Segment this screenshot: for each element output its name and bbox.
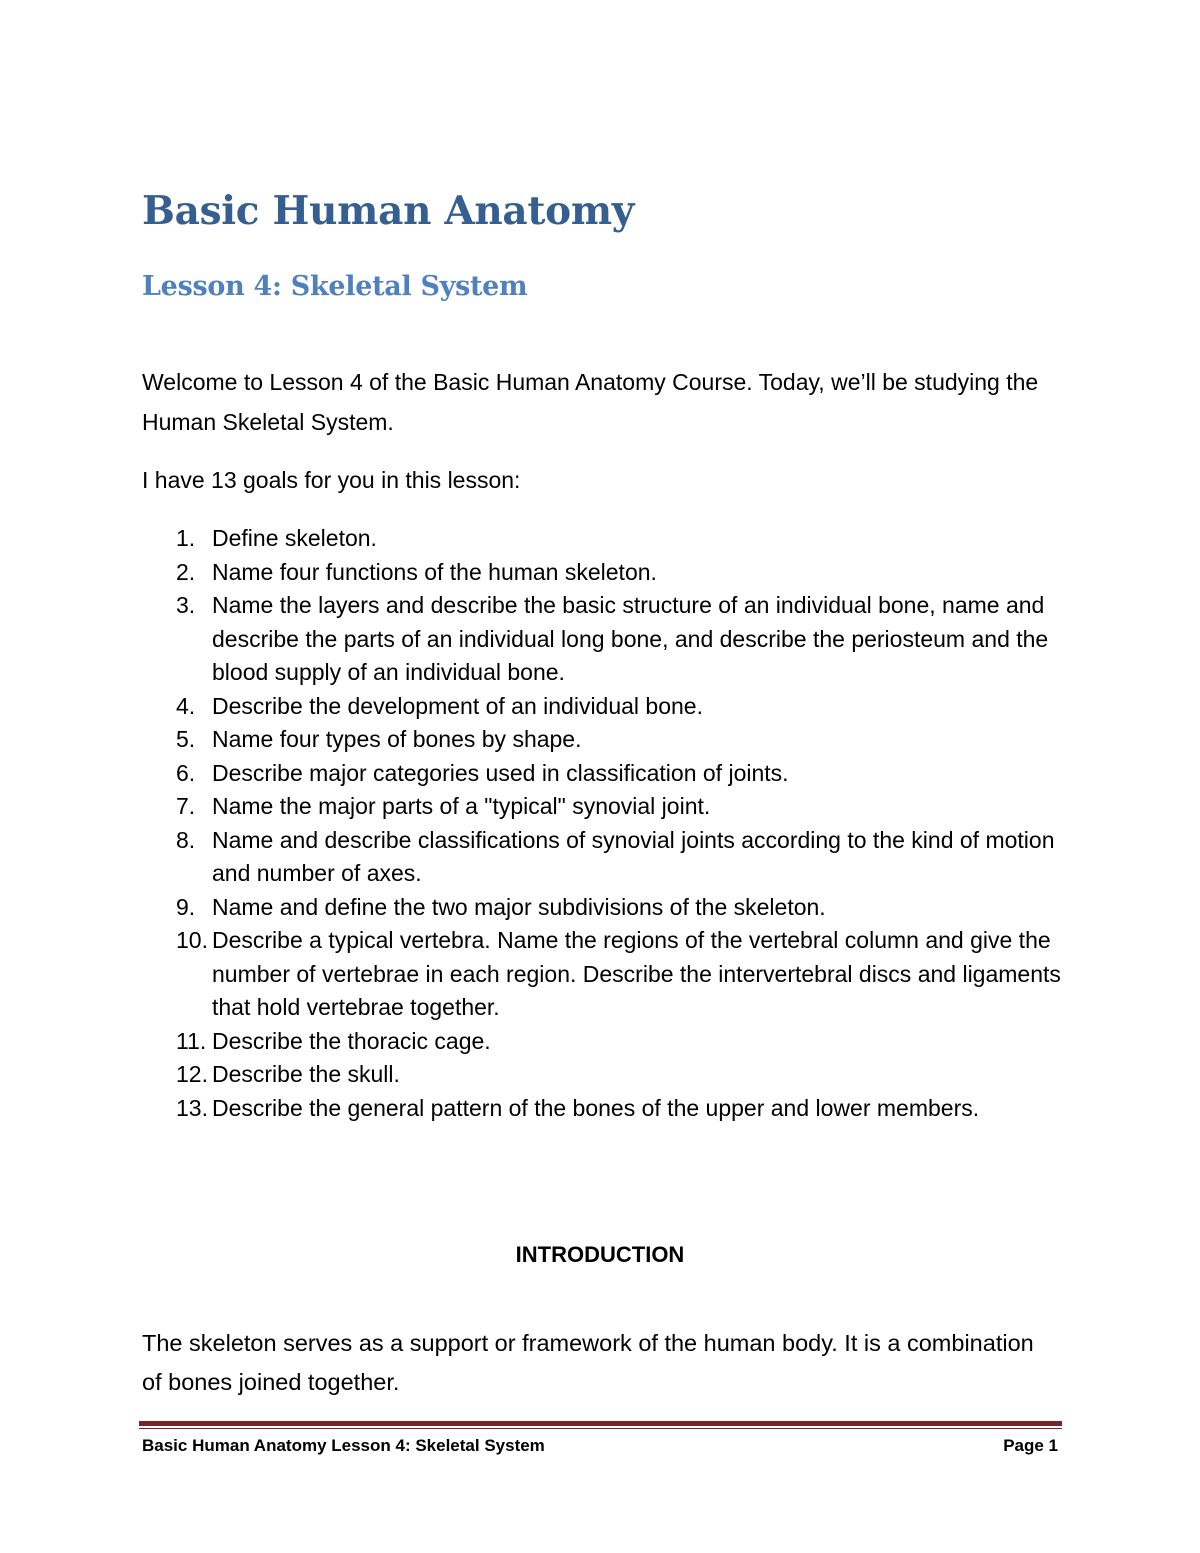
goal-item (142, 522, 1062, 556)
goal-item (142, 556, 1062, 590)
goal-text: Name the layers and describe the basic structure of an individual bone, name and describe the parts of an individual long bone, and describe the periosteum and the blood supply of an individual bone. (212, 592, 1049, 685)
goal-number: 5. (176, 726, 196, 752)
lesson-subtitle: Lesson 4: Skeletal System (142, 271, 528, 302)
page-title: Basic Human Anatomy (142, 188, 635, 234)
introduction-paragraph: The skeleton serves as a support or framework of the human body. It is a combination of bones joined together. (142, 1330, 1034, 1395)
goal-number: 12. (176, 1061, 208, 1087)
goal-item (142, 790, 1062, 824)
introduction-heading: INTRODUCTION (515, 1242, 685, 1267)
goal-item (142, 690, 1062, 724)
goal-number: 11. (176, 1027, 207, 1054)
goal-number: 13. (176, 1094, 208, 1121)
goal-item (142, 891, 1062, 925)
goal-number: 2. (176, 558, 196, 585)
goals-list (142, 522, 1062, 1125)
goal-number: 3. (176, 592, 196, 618)
goal-text: Name and define the two major subdivisions of the skeleton. (212, 893, 826, 920)
goals-intro: I have 13 goals for you in this lesson: (142, 467, 521, 493)
goal-item (142, 924, 1062, 1025)
goal-item (142, 589, 1062, 690)
goal-item (142, 757, 1062, 791)
goal-text: Name four functions of the human skeleton. (212, 558, 657, 585)
goal-text: Describe the skull. (212, 1061, 400, 1087)
goal-text: Describe the general pattern of the bones of the upper and lower members. (212, 1094, 980, 1121)
goal-text: Name and describe classifications of synovial joints according to the kind of motion and number of axes. (212, 826, 1055, 886)
page-number: Page 1 (1003, 1436, 1058, 1455)
goal-text: Define skeleton. (212, 525, 377, 551)
goal-text: Describe major categories used in classification of joints. (212, 759, 789, 786)
welcome-paragraph: Welcome to Lesson 4 of the Basic Human Anatomy Course. Today, we’ll be studying the Human Skeletal System. (142, 369, 1039, 435)
goal-item (142, 723, 1062, 757)
goal-item (142, 1092, 1062, 1126)
goal-text: Describe the thoracic cage. (212, 1027, 491, 1054)
footer-title: Basic Human Anatomy Lesson 4: Skeletal System (142, 1436, 545, 1455)
footer-divider-thin (139, 1428, 1062, 1429)
goal-text: Name the major parts of a "typical" synovial joint. (212, 793, 711, 819)
goal-number: 4. (176, 692, 196, 719)
goal-text: Name four types of bones by shape. (212, 726, 582, 752)
goal-text: Describe a typical vertebra. Name the regions of the vertebral column and give the number of vertebrae in each region. Describe the intervertebral discs and ligaments that hold vertebrae together. (212, 927, 1061, 1020)
goal-item (142, 1058, 1062, 1092)
goal-number: 10. (176, 927, 208, 953)
goal-number: 7. (176, 793, 196, 819)
footer-divider (139, 1421, 1062, 1426)
goal-item (142, 824, 1062, 891)
goal-text: Describe the development of an individual bone. (212, 692, 703, 719)
goal-item (142, 1025, 1062, 1059)
goal-number: 8. (176, 826, 196, 853)
goal-number: 1. (176, 525, 196, 551)
goal-number: 6. (176, 759, 196, 786)
goal-number: 9. (176, 893, 196, 920)
